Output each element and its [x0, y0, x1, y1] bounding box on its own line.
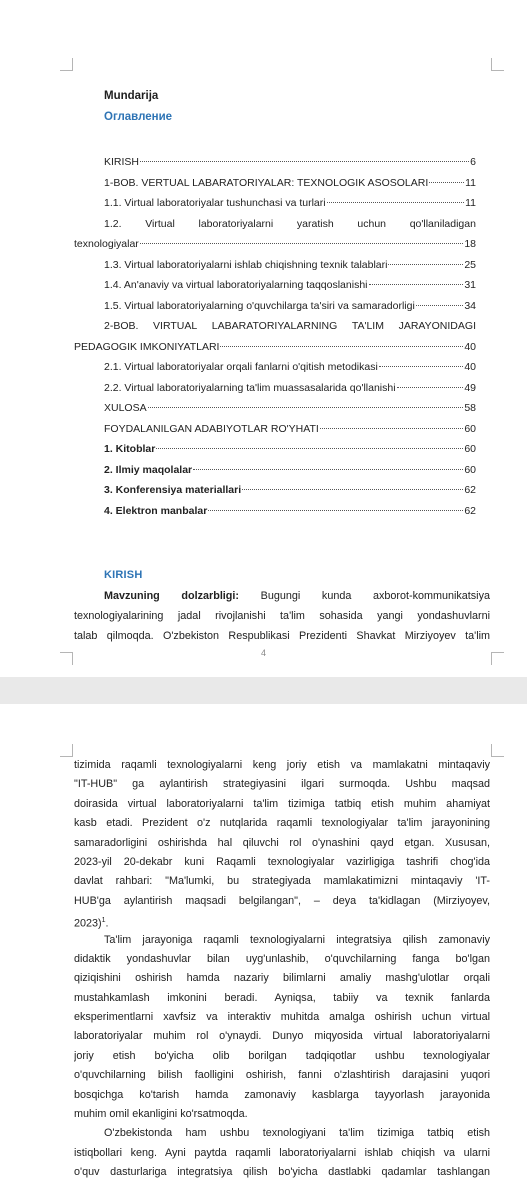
toc-entry[interactable]: [74, 419, 476, 440]
toc-leader: [148, 407, 464, 408]
toc-entry[interactable]: [74, 296, 476, 317]
toc-word: Virtual: [145, 217, 175, 230]
toc-page-number: 25: [464, 258, 476, 271]
toc-word: yaratish: [296, 217, 334, 230]
footnote-reference[interactable]: 1: [101, 917, 106, 925]
paragraph-line: HUB'ga aylantirish maqsadi belgilangan", – deya ta'kidlagan (Mirziyoyev,: [74, 894, 490, 907]
toc-word: 2-BOB.: [104, 320, 139, 332]
paragraph-line: tizimida raqamli texnologiyalarni keng joriy etish va mamlakatni mintaqaviy: [74, 759, 490, 771]
page-number: 4: [260, 648, 266, 658]
toc-leader: [327, 202, 465, 203]
toc-page-number: 49: [464, 381, 476, 394]
toc-entry-text: KIRISH: [104, 156, 140, 168]
toc-page-number: 40: [464, 340, 476, 353]
paragraph-line: 2023-yil 20-dekabr kuni Raqamli texnologiyalar vazirligiga tashrifi chog'ida: [74, 855, 490, 868]
margin-mark-top-left: [60, 58, 73, 71]
paragraph-line: 2023)$^1$.: [74, 917, 109, 930]
toc-word: TA'LIM: [351, 320, 384, 332]
paragraph-line: mustahkamlash imkonini beradi. Ayniqsa, tabiiy va texnik fanlarda: [74, 991, 490, 1004]
toc-leader: [140, 161, 469, 162]
toc-entry[interactable]: [74, 460, 476, 481]
toc-entry[interactable]: [74, 378, 476, 399]
toc-entry[interactable]: [74, 173, 476, 194]
toc-entry[interactable]: [74, 501, 476, 522]
toc-word: JARAYONIDAGI: [398, 320, 476, 332]
toc-leader: [242, 489, 463, 490]
toc-entry-text: FOYDALANILGAN ADABIYOTLAR RO'YHATI: [104, 422, 319, 435]
table-of-contents: [74, 152, 476, 521]
toc-page-number: 60: [464, 443, 476, 455]
toc-leader: [416, 305, 464, 306]
toc-entry[interactable]: [74, 193, 476, 214]
toc-entry-text: 2.1. Virtual laboratoriyalar orqali fanlarni o'qitish metodikasi: [104, 361, 378, 373]
toc-word: uchun: [357, 217, 386, 230]
toc-entry[interactable]: [74, 275, 476, 296]
toc-entry-text: 3. Konferensiya materiallari: [104, 484, 242, 496]
toc-word: laboratoriyalarni: [198, 217, 274, 230]
toc-page-number: 11: [465, 197, 476, 209]
toc-leader: [320, 428, 464, 429]
toc-page-number: 60: [464, 422, 476, 435]
paragraph-line: doirasida virtual laboratoriyalarni ta'lim tizimiga tatbiq etish muhim ahamiyat: [74, 797, 490, 810]
body-text: [74, 756, 490, 1183]
toc-word: LABARATORIYALARNING: [211, 320, 338, 332]
paragraph-line: bosqichga ko'tarish hamda zamonaviy kasblarga tayyorlash jarayonida: [74, 1088, 490, 1101]
paragraph-line: O'zbekistonda ham ushbu texnologiyani ta'lim tizimiga tatbiq etish: [104, 1127, 490, 1140]
paragraph-line: kasb etadi. Prezident o'z nutqlarida raqamli texnologiyalar ta'lim jarayonining: [74, 817, 490, 830]
toc-entry-line: [74, 214, 476, 235]
section-title: KIRISH: [104, 569, 143, 581]
paragraph-line: eksperimentlarni xavfsiz va interaktiv muhitda amalga oshirish uchun virtual: [74, 1011, 490, 1024]
paragraph-line: "IT-HUB" ga aylantirish strategiyasini ilgari surmoqda. Ushbu maqsad: [74, 778, 490, 791]
toc-entry-text: 2.2. Virtual laboratoriyalarning ta'lim muassasalarida qo'llanishi: [104, 381, 396, 394]
toc-entry-text: 1.4. An'anaviy va virtual laboratoriyalarning taqqoslanishi: [104, 279, 368, 291]
paragraph-line: Mavzuning dolzarbligi: Bugungi kunda axborot-kommunikatsiya: [104, 590, 490, 602]
toc-leader: [156, 448, 463, 449]
toc-entry[interactable]: [74, 398, 476, 419]
paragraph-line: qiziqishini oshirish hamda nazariy bilimlarni amaliy mashg'ulotlar orqali: [74, 972, 490, 985]
toc-page-number: 40: [464, 361, 476, 373]
toc-entry-text: 1.3. Virtual laboratoriyalarni ishlab chiqishning texnik talablari: [104, 258, 388, 271]
paragraph-line: istiqbollari keng. Ayni paytda raqamli laboratoriyalarni ishlab chiqish va ularni: [74, 1146, 490, 1159]
toc-entry-text: 1-BOB. VERTUAL LABARATORIYALAR: TEXNOLOGIK ASOSOLARI: [104, 176, 429, 189]
toc-page-number: 34: [464, 299, 476, 312]
toc-leader: [388, 264, 463, 265]
toc-entry-text: 2. Ilmiy maqolalar: [104, 463, 193, 476]
paragraph-line: davlat rahbari: "Ma'lumki, bu strategiyada mamlakatimizni mintaqaviy 'IT-: [74, 875, 490, 888]
toc-entry[interactable]: [74, 152, 476, 173]
toc-entry-text: 1. Kitoblar: [104, 443, 156, 455]
toc-entry-text: XULOSA: [104, 402, 147, 414]
document-page-2: [0, 704, 527, 1200]
paragraph-line: joriy etish bo'yicha olib borilgan tadqiqotlar ushbu texnologiyalar: [74, 1049, 490, 1062]
contents-heading-russian: Оглавление: [104, 111, 173, 123]
toc-entry[interactable]: [74, 480, 476, 501]
toc-page-number: 31: [464, 279, 476, 291]
intro-lead: Mavzuning dolzarbligi:: [104, 590, 240, 602]
toc-leader: [193, 469, 463, 470]
paragraph-line: o'quv dasturlariga integratsiya qilish bo'yicha dastlabki qadamlar tashlangan: [74, 1166, 490, 1179]
toc-page-number: 60: [464, 463, 476, 476]
paragraph-line: samaradorligini oshirishda hal qiluvchi rol o'ynashini qayd etgan. Xususan,: [74, 836, 490, 849]
toc-entry-text: 1.5. Virtual laboratoriyalarning o'quvchilarga ta'siri va samaradorligi: [104, 299, 415, 312]
paragraph-line: laboratoriyalar muhim rol o'ynaydi. Dunyo miqyosida virtual laboratoriyalarni: [74, 1030, 490, 1043]
toc-leader: [208, 510, 463, 511]
paragraph-line: o'quvchilarning bilish faolligini oshirish, fanni o'zlashtirish darajasini yuqori: [74, 1069, 490, 1082]
margin-mark-top-right: [491, 58, 504, 71]
toc-entry-line: [74, 316, 476, 337]
toc-entry[interactable]: [74, 255, 476, 276]
paragraph-line: didaktik yondashuvlar bilan uyg'unlashib, o'quvchilarning fanga bo'lgan: [74, 952, 490, 965]
margin-mark-top-right: [491, 744, 504, 757]
toc-entry-text: PEDAGOGIK IMKONIYATLARI: [74, 340, 220, 353]
paragraph-line: talab qilmoqda. O'zbekiston Respublikasi Prezidenti Shavkat Mirziyoyev ta'lim: [74, 630, 490, 642]
toc-word: VIRTUAL: [153, 320, 198, 332]
contents-heading: Mundarija: [104, 90, 159, 102]
toc-entry-text: 1.1. Virtual laboratoriyalar tushunchasi va turlari: [104, 197, 326, 209]
toc-page-number: 11: [465, 176, 476, 189]
page-gap: [0, 677, 527, 704]
paragraph-line: muhim omil ekanligini ko'rsatmoqda.: [74, 1108, 248, 1121]
toc-entry[interactable]: [74, 234, 476, 255]
intro-paragraph: [74, 586, 490, 646]
toc-entry-text: 4. Elektron manbalar: [104, 504, 208, 517]
toc-word: qo'llaniladigan: [409, 217, 476, 230]
paragraph-line: texnologiyalarining jadal rivojlanishi ta'lim sohasida yangi yondashuvlarni: [74, 610, 490, 622]
toc-entry-text: texnologiyalar: [74, 238, 139, 250]
toc-page-number: 6: [470, 156, 476, 168]
paragraph-line: Ta'lim jarayoniga raqamli texnologiyalarni integratsiya qilish zamonaviy: [104, 933, 490, 946]
margin-mark-top-left: [60, 744, 73, 757]
toc-leader: [220, 346, 463, 347]
toc-leader: [397, 387, 464, 388]
toc-leader: [379, 366, 464, 367]
toc-word: 1.2.: [104, 217, 122, 230]
toc-entry[interactable]: [74, 439, 476, 460]
toc-page-number: 62: [464, 484, 476, 496]
toc-leader: [369, 284, 464, 285]
toc-page-number: 18: [464, 238, 476, 250]
toc-entry[interactable]: [74, 337, 476, 358]
toc-leader: [429, 182, 464, 183]
toc-leader: [140, 243, 464, 244]
toc-entry[interactable]: [74, 357, 476, 378]
toc-page-number: 58: [464, 402, 476, 414]
toc-page-number: 62: [464, 504, 476, 517]
